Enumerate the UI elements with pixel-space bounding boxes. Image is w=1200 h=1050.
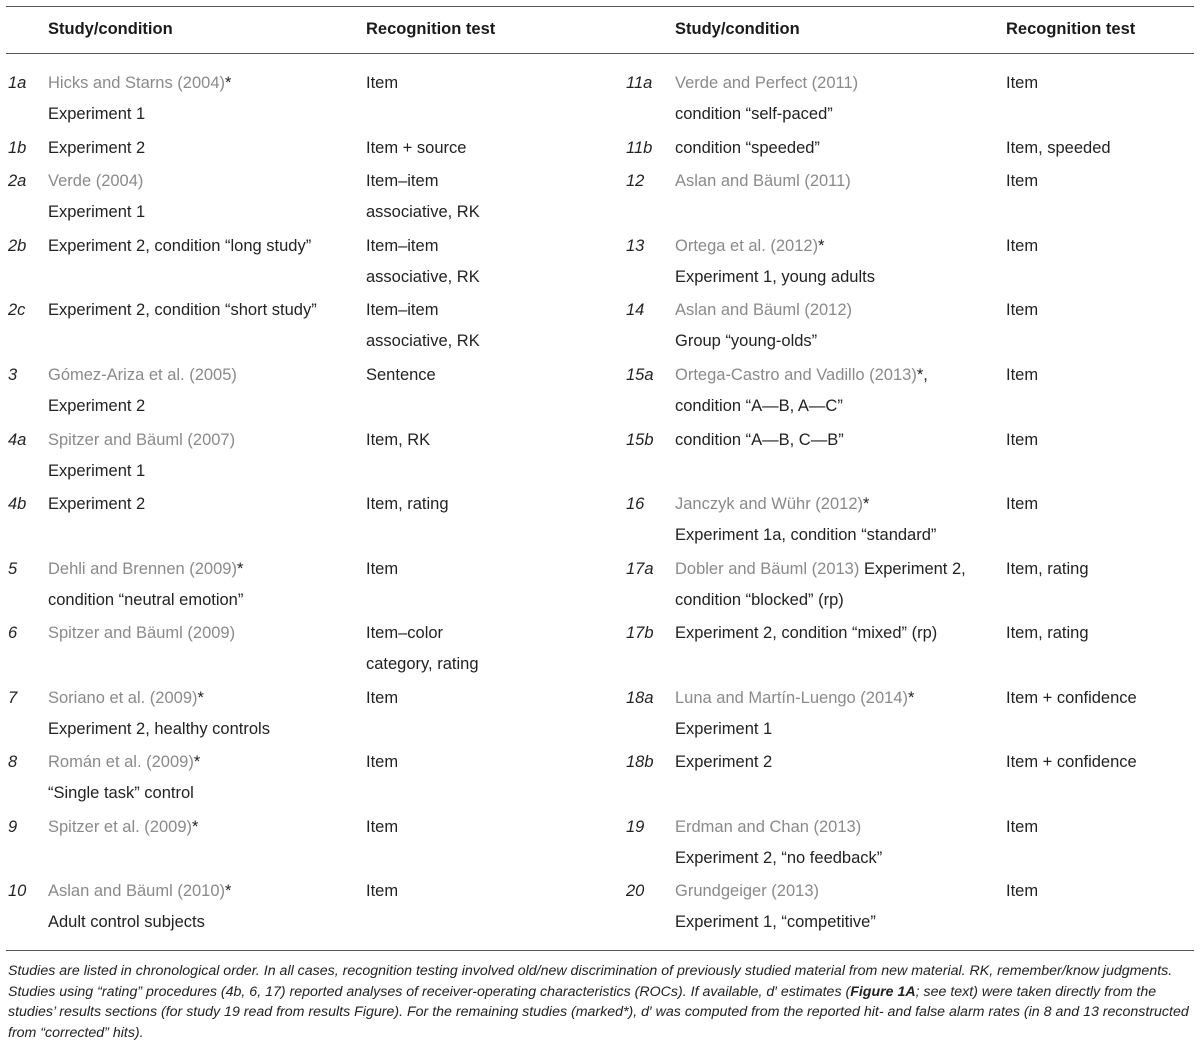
study-reference[interactable]: Luna and Martín-Luengo (2014) xyxy=(675,689,908,707)
study-reference[interactable]: Gómez-Ariza et al. (2005) xyxy=(48,366,237,384)
reference-line xyxy=(675,166,851,197)
row-number: 11a xyxy=(626,74,653,92)
reference-line xyxy=(48,554,243,585)
study-condition: Experiment 2, healthy controls xyxy=(48,719,270,738)
recognition-test: Item xyxy=(366,560,399,578)
study-cell xyxy=(48,360,237,421)
reference-line xyxy=(48,876,231,907)
study-cell xyxy=(675,683,914,744)
row-number: 4a xyxy=(8,431,27,449)
reference-line xyxy=(48,360,237,391)
study-reference[interactable]: Dehli and Brennen (2009) xyxy=(48,560,237,578)
recognition-test: Item xyxy=(366,753,399,771)
study-cell xyxy=(48,489,145,520)
row-number: 15a xyxy=(626,366,654,384)
study-reference[interactable]: Janczyk and Wühr (2012) xyxy=(675,495,864,513)
reference-line xyxy=(675,876,876,907)
row-number: 12 xyxy=(626,172,645,190)
recognition-test: Item xyxy=(366,74,399,92)
recognition-test: Item xyxy=(366,818,399,836)
row-number: 2a xyxy=(8,172,27,190)
recognition-test-cell xyxy=(1006,133,1111,164)
study-condition: “Single task” control xyxy=(48,783,194,802)
reference-line xyxy=(675,360,928,391)
study-condition: Experiment 2, condition “short study” xyxy=(48,301,317,319)
row-number: 4b xyxy=(8,495,27,513)
row-number: 3 xyxy=(8,366,18,384)
study-cell xyxy=(48,683,270,744)
asterisk-mark: *, xyxy=(916,366,928,384)
recognition-test-cell xyxy=(366,231,480,292)
recognition-test: Item–item xyxy=(366,237,439,255)
header-rule xyxy=(6,53,1194,54)
study-condition: Experiment 2 xyxy=(48,139,146,157)
row-number: 11b xyxy=(626,139,653,157)
study-condition: condition “neutral emotion” xyxy=(48,590,244,609)
study-condition: Experiment 1, “competitive” xyxy=(675,912,876,931)
asterisk-mark: * xyxy=(193,753,201,771)
reference-suffix: Experiment 2, xyxy=(859,560,966,578)
recognition-test: Item xyxy=(1006,882,1039,900)
study-condition: Experiment 2 xyxy=(48,396,146,415)
study-cell xyxy=(48,133,145,164)
recognition-test: Item, RK xyxy=(366,431,431,449)
recognition-test-cell xyxy=(366,360,436,391)
study-cell xyxy=(48,618,235,649)
study-cell xyxy=(48,68,231,129)
reference-line xyxy=(675,812,882,843)
recognition-test-cont: associative, RK xyxy=(366,202,480,221)
row-number: 10 xyxy=(8,882,27,900)
recognition-test: Item xyxy=(1006,431,1039,449)
study-cell xyxy=(48,231,311,262)
recognition-test-cell xyxy=(366,166,480,227)
asterisk-mark: * xyxy=(863,495,870,513)
recognition-test: Item xyxy=(1006,818,1039,836)
recognition-test-cell xyxy=(366,489,449,520)
recognition-test: Item xyxy=(1006,495,1039,513)
header-study-left: Study/condition xyxy=(48,20,173,38)
row-number: 18a xyxy=(626,689,654,707)
study-cell xyxy=(675,231,875,292)
study-condition: condition “self-paced” xyxy=(675,104,833,123)
row-number: 2c xyxy=(8,301,26,319)
asterisk-mark: * xyxy=(192,818,199,836)
footnote-part2: ; see text) were taken directly from the studies’ results sections (for study 19 read from results Figure). For the remaining studies (marked*), d′ was computed from the reported hit- and false alarm rates (in 8 and 13 reconstructed from “corrected” hits). xyxy=(8,983,1189,1041)
study-condition: Experiment 1 xyxy=(48,202,146,221)
recognition-test-cell xyxy=(366,554,398,585)
recognition-test-cell xyxy=(1006,166,1038,197)
study-condition: condition “speeded” xyxy=(675,139,820,157)
row-number: 7 xyxy=(8,689,18,707)
study-cell xyxy=(675,360,928,421)
study-reference[interactable]: Spitzer et al. (2009) xyxy=(48,818,192,836)
row-number: 15b xyxy=(626,431,654,449)
reference-line xyxy=(675,231,875,262)
recognition-test-cell xyxy=(366,618,479,679)
footnote-part1: Studies are listed in chronological order. In all cases, recognition testing involved old/new discrimination of previously studied material from new material. RK, remember/know judgments. Studies using “rating” procedures (4b, 6, 17) reported analyses of receiver-operating characteristics (ROCs). If available, d′ estimates ( xyxy=(8,963,1173,1000)
study-reference[interactable]: Erdman and Chan (2013) xyxy=(675,818,862,836)
recognition-test-cell xyxy=(366,425,430,456)
recognition-test: Item xyxy=(1006,74,1039,92)
recognition-test-cell xyxy=(1006,683,1137,714)
study-cell xyxy=(675,489,936,550)
row-number: 18b xyxy=(626,753,654,771)
asterisk-mark: * xyxy=(197,689,204,707)
recognition-test: Item, rating xyxy=(366,495,449,513)
recognition-test: Item, rating xyxy=(1006,624,1089,642)
study-cell xyxy=(48,425,235,486)
recognition-test-cell xyxy=(366,812,398,843)
row-number: 20 xyxy=(626,882,645,900)
study-reference[interactable]: Spitzer and Bäuml (2009) xyxy=(48,624,236,642)
reference-line xyxy=(48,425,235,456)
reference-line xyxy=(675,68,858,99)
study-condition: Experiment 2 xyxy=(48,495,146,513)
recognition-test: Item + confidence xyxy=(1006,689,1137,707)
study-cell xyxy=(675,618,937,649)
asterisk-mark: * xyxy=(908,689,915,707)
study-cell xyxy=(675,876,876,937)
study-cell xyxy=(675,68,858,129)
recognition-test: Item xyxy=(1006,301,1039,319)
recognition-test-cell xyxy=(1006,747,1137,778)
header-study-right: Study/condition xyxy=(675,20,800,38)
study-reference[interactable]: Soriano et al. (2009) xyxy=(48,689,198,707)
study-reference[interactable]: Spitzer and Bäuml (2007) xyxy=(48,431,236,449)
reference-line xyxy=(48,618,235,649)
reference-line xyxy=(48,747,200,778)
study-condition: Experiment 2, condition “mixed” (rp) xyxy=(675,624,938,642)
study-condition: condition “A—B, A—C” xyxy=(675,396,843,415)
row-number: 17b xyxy=(626,624,654,642)
header-test-left: Recognition test xyxy=(366,20,496,38)
recognition-test-cell xyxy=(366,747,398,778)
reference-line xyxy=(675,554,966,585)
recognition-test-cell xyxy=(366,68,398,99)
study-cell xyxy=(48,295,317,326)
study-cell xyxy=(48,554,243,615)
recognition-test: Item xyxy=(1006,237,1039,255)
row-number: 14 xyxy=(626,301,645,319)
row-number: 9 xyxy=(8,818,18,836)
row-number: 8 xyxy=(8,753,18,771)
study-condition: Group “young-olds” xyxy=(675,331,818,350)
study-reference[interactable]: Verde and Perfect (2011) xyxy=(675,74,859,92)
reference-line xyxy=(48,68,231,99)
reference-line xyxy=(675,489,936,520)
recognition-test-cell xyxy=(366,133,466,164)
recognition-test-cont: associative, RK xyxy=(366,267,480,286)
study-cell xyxy=(48,812,198,843)
study-reference[interactable]: Aslan and Bäuml (2011) xyxy=(675,172,851,190)
recognition-test: Item, rating xyxy=(1006,560,1089,578)
row-number: 17a xyxy=(626,560,654,578)
recognition-test-cell xyxy=(1006,876,1038,907)
study-reference[interactable]: Grundgeiger (2013) xyxy=(675,882,820,900)
asterisk-mark: * xyxy=(225,882,232,900)
recognition-test-cell xyxy=(1006,68,1038,99)
recognition-test-cell xyxy=(1006,231,1038,262)
reference-line xyxy=(48,812,198,843)
recognition-test-cell xyxy=(366,683,398,714)
recognition-test-cell xyxy=(1006,554,1089,585)
recognition-test-cell xyxy=(1006,489,1038,520)
reference-line xyxy=(48,683,270,714)
row-number: 6 xyxy=(8,624,18,642)
study-reference[interactable]: Aslan and Bäuml (2010) xyxy=(48,882,226,900)
recognition-test-cell xyxy=(1006,812,1038,843)
study-cell xyxy=(675,554,966,615)
row-number: 16 xyxy=(626,495,645,513)
study-cell xyxy=(675,133,820,164)
study-condition: condition “blocked” (rp) xyxy=(675,590,844,609)
recognition-test: Item xyxy=(366,882,399,900)
study-reference[interactable]: Aslan and Bäuml (2012) xyxy=(675,301,853,319)
recognition-test-cell xyxy=(1006,425,1038,456)
study-condition: Experiment 1a, condition “standard” xyxy=(675,525,937,544)
row-number: 2b xyxy=(8,237,27,255)
table-footnote xyxy=(8,961,1194,1043)
study-reference[interactable]: Dobler and Bäuml (2013) xyxy=(675,560,860,578)
asterisk-mark: * xyxy=(236,560,244,578)
study-cell xyxy=(675,812,882,873)
recognition-test-cell xyxy=(1006,360,1038,391)
study-cell xyxy=(675,425,844,456)
row-number: 13 xyxy=(626,237,645,255)
figure-reference[interactable]: Figure 1A xyxy=(850,983,916,1000)
study-cell xyxy=(48,747,200,808)
study-condition: Experiment 1 xyxy=(48,104,146,123)
reference-line xyxy=(675,295,852,326)
study-condition: condition “A—B, C—B” xyxy=(675,431,844,449)
reference-line xyxy=(675,683,914,714)
recognition-test: Item–color xyxy=(366,624,444,642)
row-number: 1b xyxy=(8,139,27,157)
study-cell xyxy=(48,876,231,937)
study-condition: Experiment 1, young adults xyxy=(675,267,875,286)
recognition-test-cell xyxy=(1006,295,1038,326)
recognition-test: Item–item xyxy=(366,172,439,190)
recognition-test: Sentence xyxy=(366,366,436,384)
recognition-test: Item xyxy=(366,689,399,707)
study-reference[interactable]: Verde (2004) xyxy=(48,172,144,190)
asterisk-mark: * xyxy=(225,74,232,92)
reference-line xyxy=(48,166,145,197)
study-cell xyxy=(675,747,772,778)
header-test-right: Recognition test xyxy=(1006,20,1136,38)
study-condition: Experiment 2, condition “long study” xyxy=(48,237,312,255)
study-cell xyxy=(675,295,852,356)
recognition-test: Item + source xyxy=(366,139,467,157)
recognition-test: Item + confidence xyxy=(1006,753,1137,771)
recognition-test-cont: associative, RK xyxy=(366,331,480,350)
recognition-test: Item xyxy=(1006,366,1039,384)
top-rule xyxy=(6,6,1194,7)
study-condition: Adult control subjects xyxy=(48,912,205,931)
study-reference[interactable]: Román et al. (2009) xyxy=(48,753,194,771)
recognition-test: Item, speeded xyxy=(1006,139,1111,157)
row-number: 1a xyxy=(8,74,27,92)
study-reference[interactable]: Ortega-Castro and Vadillo (2013) xyxy=(675,366,917,384)
row-number: 5 xyxy=(8,560,18,578)
study-cell xyxy=(675,166,851,197)
study-reference[interactable]: Hicks and Starns (2004) xyxy=(48,74,225,92)
study-condition: Experiment 1 xyxy=(675,719,773,738)
study-condition: Experiment 1 xyxy=(48,461,146,480)
recognition-test-cont: category, rating xyxy=(366,654,479,673)
study-condition: Experiment 2, “no feedback” xyxy=(675,848,883,867)
study-cell xyxy=(48,166,145,227)
recognition-test: Item–item xyxy=(366,301,439,319)
recognition-test: Item xyxy=(1006,172,1039,190)
study-condition: Experiment 2 xyxy=(675,753,773,771)
bottom-rule xyxy=(6,950,1194,951)
recognition-test-cell xyxy=(366,876,398,907)
row-number: 19 xyxy=(626,818,645,836)
study-reference[interactable]: Ortega et al. (2012) xyxy=(675,237,819,255)
recognition-test-cell xyxy=(366,295,480,356)
recognition-test-cell xyxy=(1006,618,1089,649)
asterisk-mark: * xyxy=(818,237,825,255)
